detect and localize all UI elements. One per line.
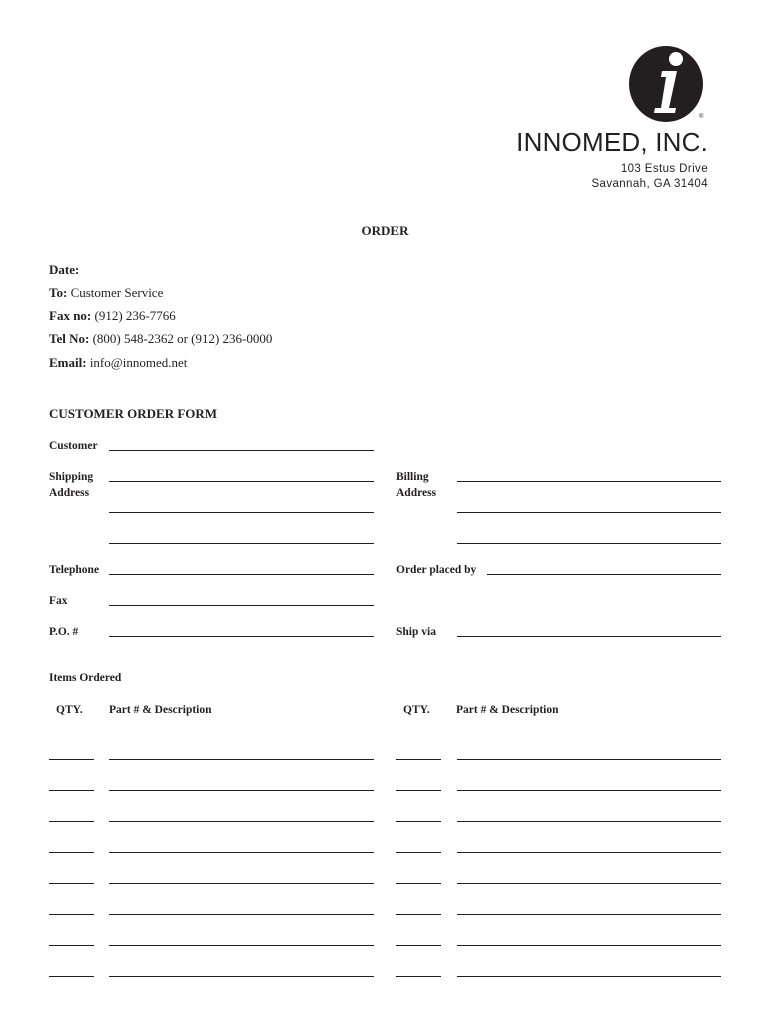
part-right-field[interactable] (457, 821, 721, 822)
fax-field[interactable] (109, 605, 374, 606)
form-heading: CUSTOMER ORDER FORM (49, 406, 218, 421)
qty-left-field[interactable] (49, 759, 94, 760)
innomed-logo-icon (626, 44, 706, 124)
billing-address-field-1[interactable] (457, 481, 721, 482)
fax-value: (912) 236-7766 (94, 308, 176, 323)
part-right-field[interactable] (457, 945, 721, 946)
part-left-field[interactable] (109, 759, 374, 760)
part-left-field[interactable] (109, 852, 374, 853)
company-address-line1: 103 Estus Drive (620, 163, 708, 175)
qty-header-left: QTY. (56, 704, 83, 716)
qty-left-field[interactable] (49, 821, 94, 822)
customer-label: Customer (49, 440, 98, 452)
tel-row (49, 331, 272, 347)
part-left-field[interactable] (109, 914, 374, 915)
qty-left-field[interactable] (49, 976, 94, 977)
qty-left-field[interactable] (49, 790, 94, 791)
shipping-address-field-2[interactable] (109, 512, 374, 513)
email-value: info@innomed.net (89, 355, 188, 370)
billing-address-field-3[interactable] (457, 543, 721, 544)
part-left-field[interactable] (109, 945, 374, 946)
qty-right-field[interactable] (396, 790, 441, 791)
billing-label-line2: Address (396, 487, 437, 499)
qty-left-field[interactable] (49, 883, 94, 884)
qty-right-field[interactable] (396, 759, 441, 760)
email-row (49, 355, 187, 371)
items-heading: Items Ordered (49, 672, 122, 684)
ship-via-field[interactable] (457, 636, 721, 637)
order-placed-by-label: Order placed by (396, 564, 477, 576)
tel-value: (800) 548-2362 or (912) 236-0000 (92, 331, 273, 346)
part-right-field[interactable] (457, 790, 721, 791)
email-label: Email: (49, 355, 87, 370)
qty-right-field[interactable] (396, 821, 441, 822)
po-field[interactable] (109, 636, 374, 637)
to-row (49, 285, 163, 301)
part-left-field[interactable] (109, 883, 374, 884)
billing-label (396, 469, 436, 501)
date-label: Date: (49, 262, 80, 277)
shipping-label-line1: Shipping (49, 471, 94, 483)
date-row (49, 262, 79, 278)
tel-label: Tel No: (49, 331, 90, 346)
qty-right-field[interactable] (396, 976, 441, 977)
billing-address-field-2[interactable] (457, 512, 721, 513)
qty-left-field[interactable] (49, 914, 94, 915)
qty-header-right: QTY. (403, 704, 430, 716)
part-right-field[interactable] (457, 976, 721, 977)
part-left-field[interactable] (109, 976, 374, 977)
qty-right-field[interactable] (396, 883, 441, 884)
qty-right-field[interactable] (396, 945, 441, 946)
part-header-left: Part # & Description (109, 704, 212, 716)
telephone-label: Telephone (49, 564, 100, 576)
company-address-line2: Savannah, GA 31404 (591, 178, 708, 190)
svg-text:®: ® (699, 114, 704, 120)
shipping-label (49, 469, 93, 501)
customer-field[interactable] (109, 450, 374, 451)
fax-field-label: Fax (49, 595, 68, 607)
qty-left-field[interactable] (49, 945, 94, 946)
ship-via-label: Ship via (396, 626, 436, 638)
part-left-field[interactable] (109, 821, 374, 822)
part-right-field[interactable] (457, 914, 721, 915)
qty-right-field[interactable] (396, 914, 441, 915)
part-left-field[interactable] (109, 790, 374, 791)
document-title: ORDER (361, 223, 409, 238)
qty-left-field[interactable] (49, 852, 94, 853)
telephone-field[interactable] (109, 574, 374, 575)
po-label: P.O. # (49, 626, 79, 638)
to-value: Customer Service (70, 285, 164, 300)
order-placed-by-field[interactable] (487, 574, 721, 575)
shipping-address-field-1[interactable] (109, 481, 374, 482)
company-name: INNOMED, INC. (516, 127, 708, 157)
fax-label: Fax no: (49, 308, 92, 323)
part-header-right: Part # & Description (456, 704, 559, 716)
shipping-label-line2: Address (49, 487, 90, 499)
part-right-field[interactable] (457, 852, 721, 853)
part-right-field[interactable] (457, 759, 721, 760)
billing-label-line1: Billing (396, 471, 429, 483)
fax-row (49, 308, 176, 324)
part-right-field[interactable] (457, 883, 721, 884)
qty-right-field[interactable] (396, 852, 441, 853)
shipping-address-field-3[interactable] (109, 543, 374, 544)
to-label: To: (49, 285, 68, 300)
